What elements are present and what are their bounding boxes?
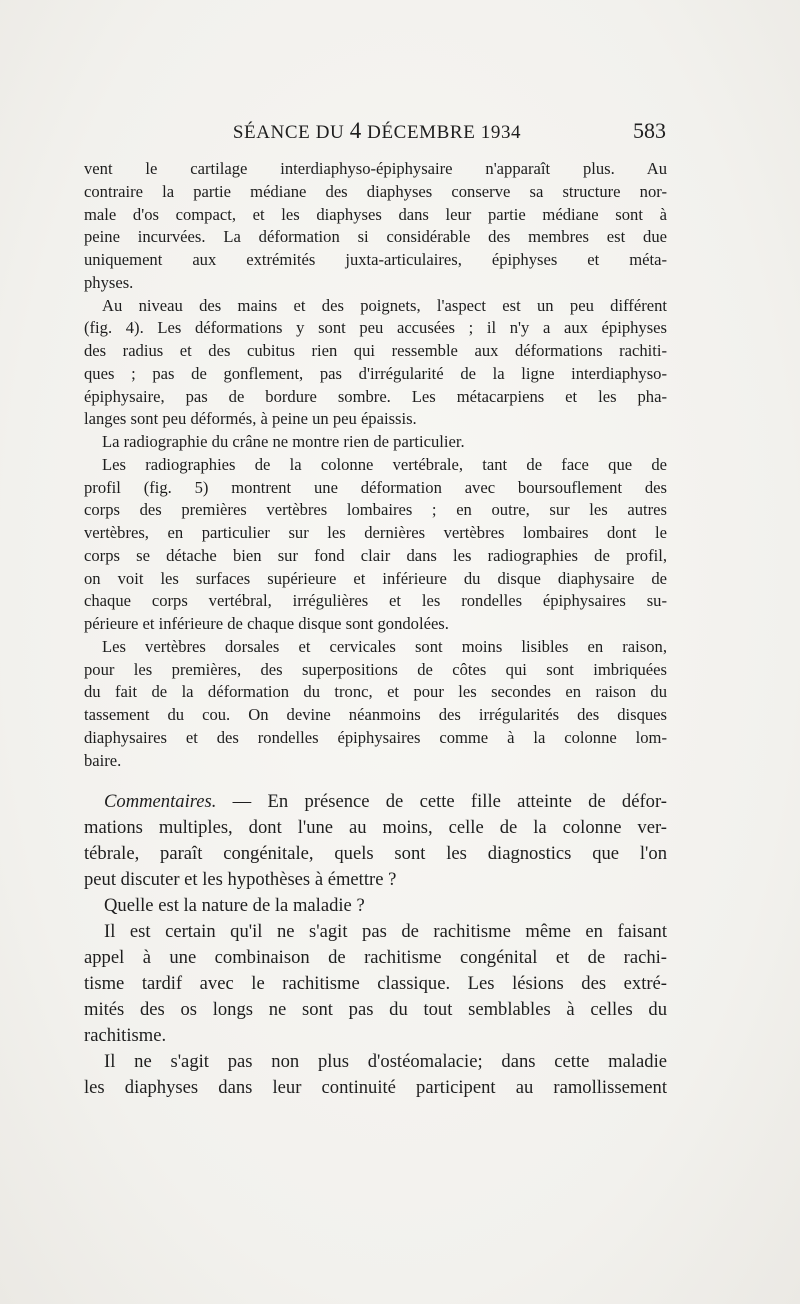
text-line: appel à une combinaison de rachitisme congénital et de rachi- — [84, 947, 667, 968]
text-line: tisme tardif avec le rachitisme classique. Les lésions des extré- — [84, 973, 667, 994]
commentary-first-line — [84, 789, 667, 815]
text-line: mités des os longs ne sont pas du tout semblables à celles du — [84, 999, 667, 1020]
text-line: peut discuter et les hypothèses à émettre ? — [84, 869, 397, 890]
text-line: Quelle est la nature de la maladie ? — [104, 895, 365, 916]
text-line: corps des premières vertèbres lombaires ; en outre, sur les autres — [84, 500, 667, 520]
page-number: 583 — [633, 118, 666, 143]
text-line: du fait de la déformation du tronc, et pour les secondes en raison du — [84, 682, 667, 702]
text-line: (fig. 4). Les déformations y sont peu accusées ; il n'y a aux épiphyses — [84, 318, 667, 338]
text-line: rachitisme. — [84, 1025, 167, 1046]
commentary-first-line-text: — En présence de cette fille atteinte de défor- — [216, 791, 667, 812]
text-line: on voit les surfaces supérieure et inférieure du disque diaphysaire de — [84, 568, 667, 588]
text-line: ques ; pas de gonflement, pas d'irrégularité de la ligne interdiaphyso- — [84, 363, 667, 383]
text-line: pour les premières, des superpositions de côtes qui sont imbriquées — [84, 659, 667, 679]
text-line: Les radiographies de la colonne vertébrale, tant de face que de — [102, 454, 667, 474]
text-line: épiphysaire, pas de bordure sombre. Les métacarpiens et les pha- — [84, 386, 667, 406]
commentary-section — [84, 789, 667, 1101]
text-line: diaphysaires et des rondelles épiphysaires comme à la colonne lom- — [84, 727, 667, 747]
text-line: peine incurvées. La déformation si considérable des membres est due — [84, 227, 667, 247]
text-line: physes. — [84, 272, 134, 292]
text-line: vent le cartilage interdiaphyso-épiphysaire n'apparaît plus. Au — [84, 159, 667, 178]
text-line: tébrale, paraît congénitale, quels sont les diagnostics que l'on — [84, 843, 667, 864]
text-line: baire. — [84, 750, 122, 770]
text-line: La radiographie du crâne ne montre rien de particulier. — [102, 432, 465, 451]
text-line: corps se détache bien sur fond clair dans les radiographies de profil, — [84, 545, 667, 565]
text-line: mations multiples, dont l'une au moins, celle de la colonne ver- — [84, 817, 667, 838]
text-line: chaque corps vertébral, irrégulières et les rondelles épiphysaires su- — [84, 591, 667, 611]
text-line: tassement du cou. On devine néanmoins des irrégularités des disques — [84, 705, 667, 724]
text-line: uniquement aux extrémités juxta-articulaires, épiphyses et méta- — [84, 250, 667, 269]
text-line: vertèbres, en particulier sur les dernières vertèbres lombaires dont le — [84, 523, 667, 542]
text-line: male d'os compact, et les diaphyses dans leur partie médiane sont à — [84, 204, 667, 224]
text-line: Il est certain qu'il ne s'agit pas de rachitisme même en faisant — [104, 921, 667, 942]
header-title-prefix: SÉANCE DU — [232, 122, 350, 143]
text-line: langes sont peu déformés, à peine un peu épaissis. — [84, 409, 417, 429]
text-line: Il ne s'agit pas non plus d'ostéomalacie; dans cette maladie — [104, 1051, 667, 1072]
header-title-suffix: DÉCEMBRE 1934 — [361, 122, 522, 143]
text-line: les diaphyses dans leur continuité participent au ramollissement — [84, 1077, 667, 1098]
running-header — [88, 118, 666, 148]
text-line: périeure et inférieure de chaque disque sont gondolées. — [84, 614, 449, 633]
text-line: profil (fig. 5) montrent une déformation avec boursouflement des — [84, 477, 667, 497]
text-line: Les vertèbres dorsales et cervicales sont moins lisibles en raison, — [102, 636, 667, 656]
header-title — [88, 118, 666, 144]
case-description-text — [84, 158, 667, 772]
text-line: Au niveau des mains et des poignets, l'aspect est un peu différent — [102, 295, 667, 315]
text-line: des radius et des cubitus rien qui ressemble aux déformations rachiti- — [84, 341, 667, 360]
text-line: contraire la partie médiane des diaphyses conserve sa structure nor- — [84, 181, 667, 201]
commentary-heading: Commentaires. — [104, 791, 217, 812]
header-title-day: 4 — [349, 118, 362, 143]
